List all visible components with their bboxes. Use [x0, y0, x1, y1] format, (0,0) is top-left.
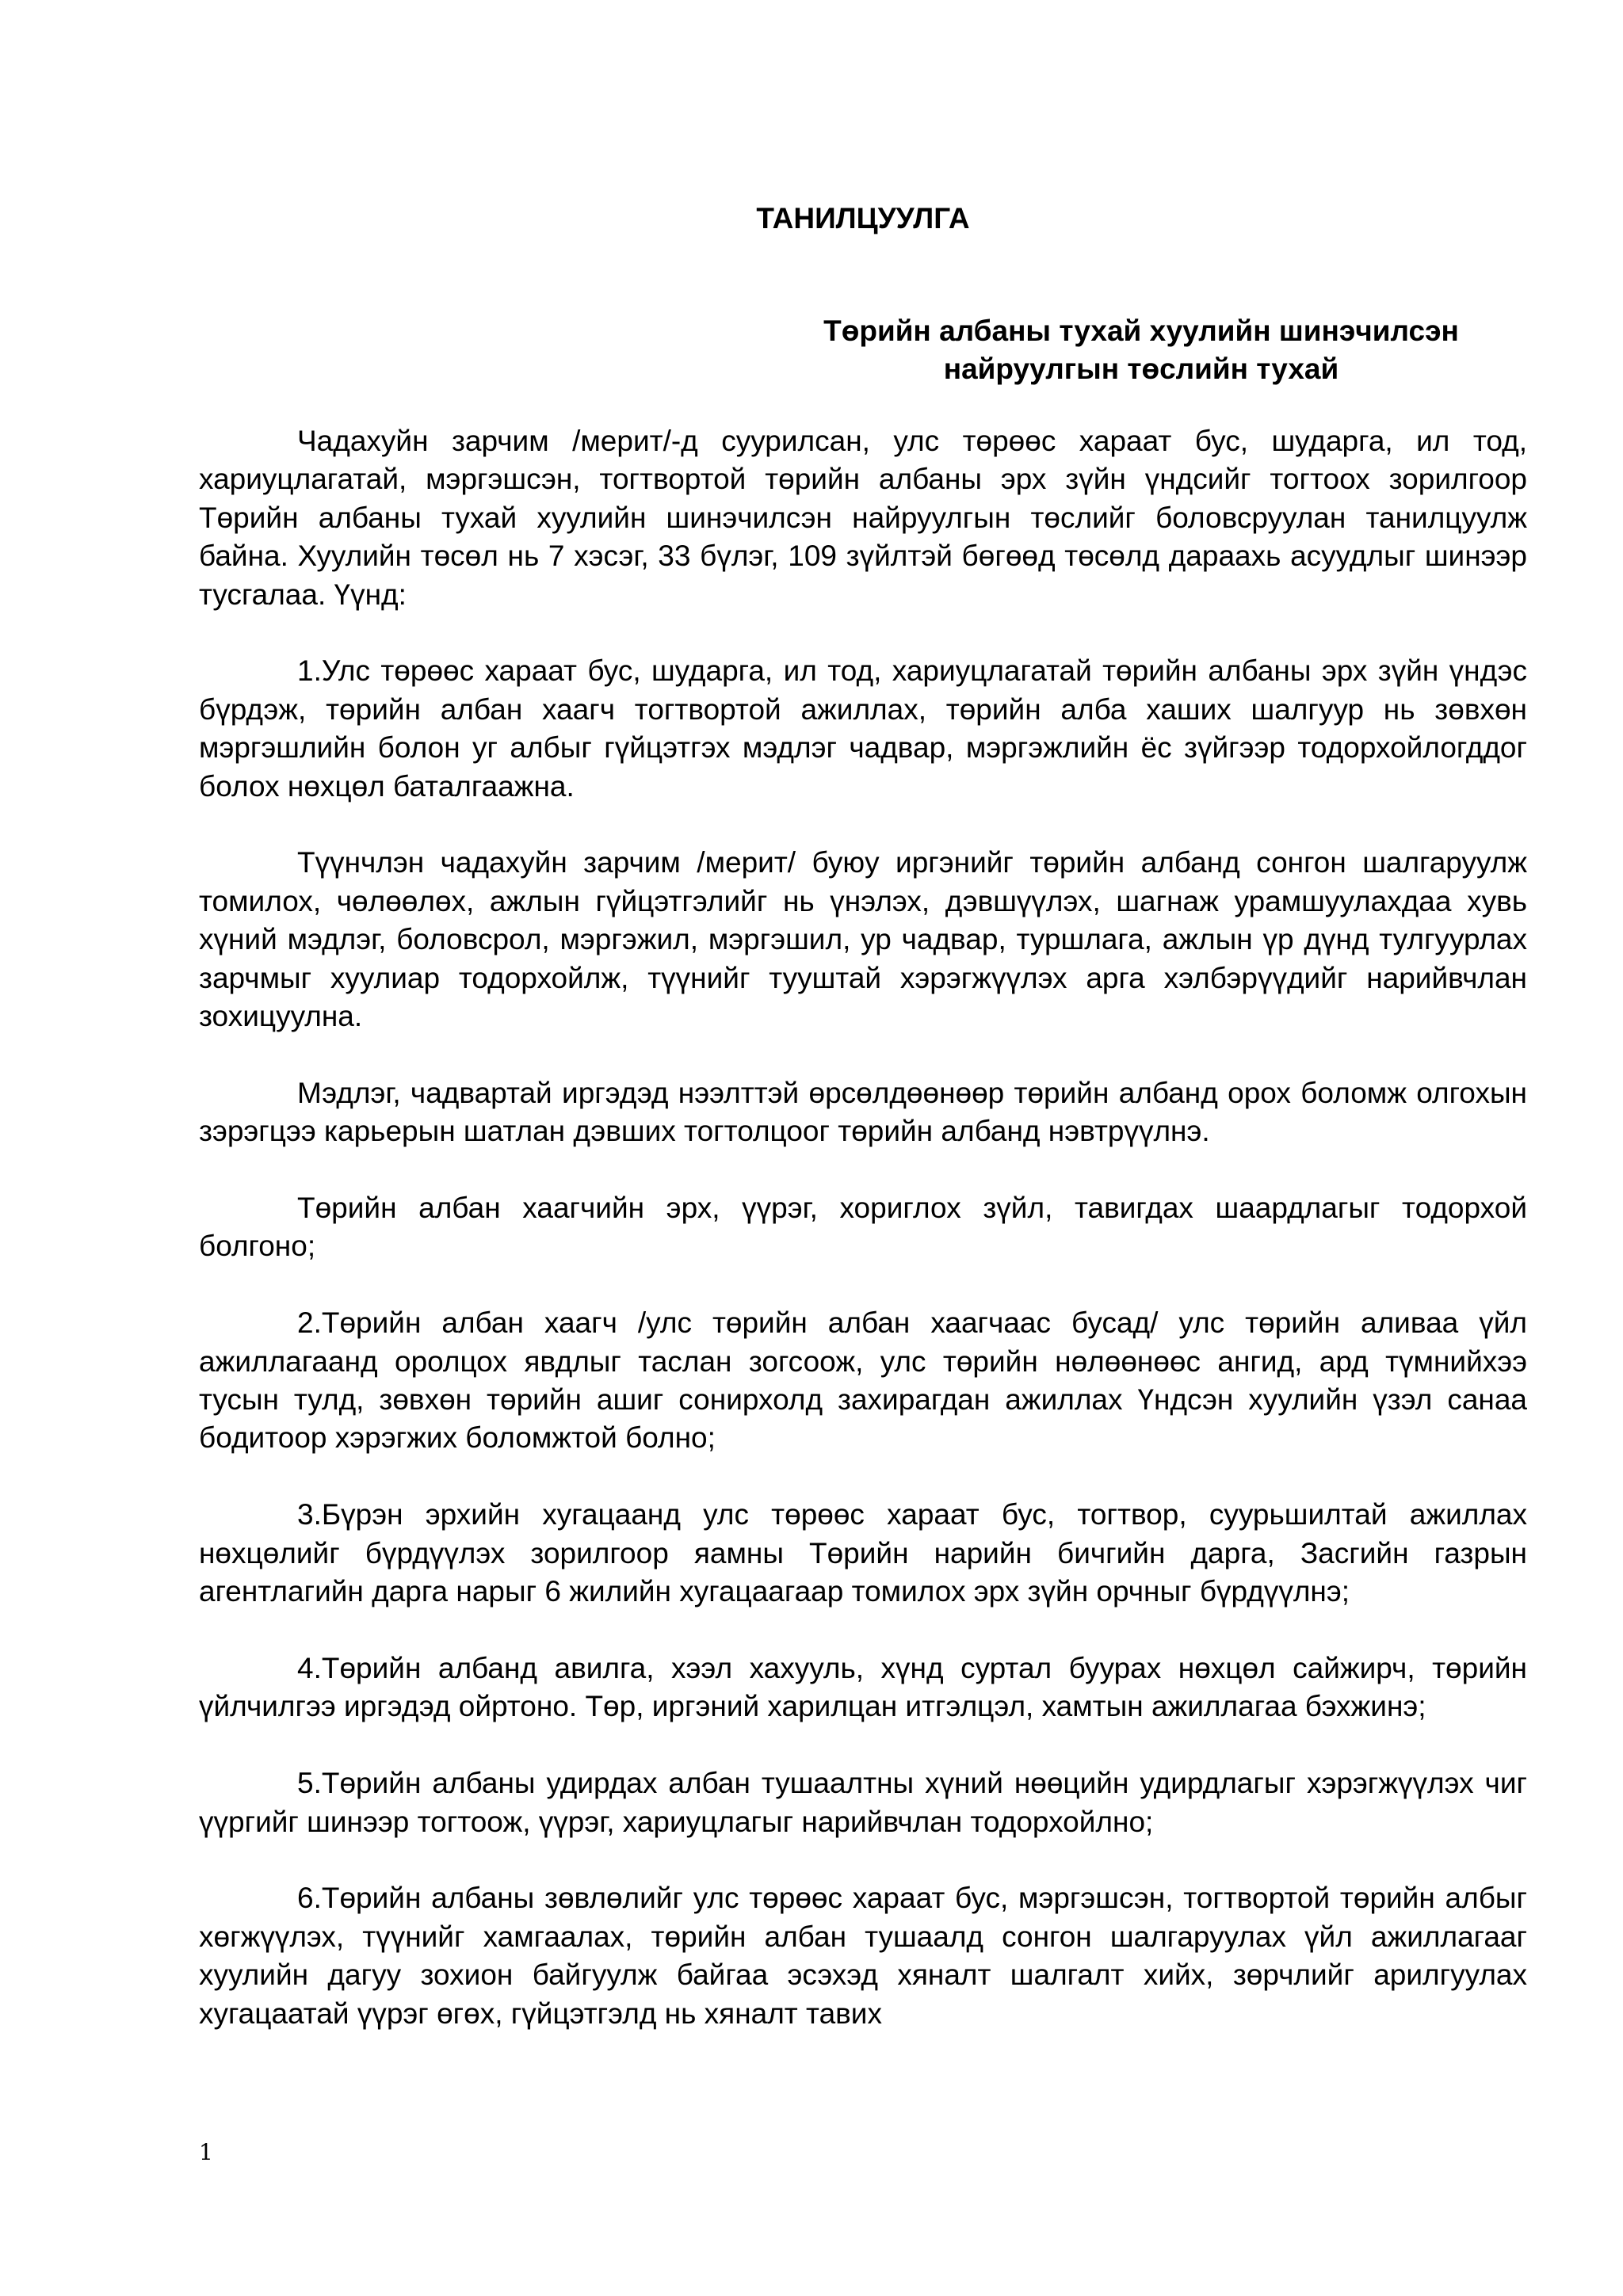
document-title: ТАНИЛЦУУЛГА	[756, 202, 970, 235]
paragraph-item-4: 4.Төрийн албанд авилга, хээл хахууль, хүнд суртал буурах нөхцөл сайжирч, төрийн үйлчилгээ иргэдэд ойртоно. Төр, иргэний харилцан итгэлцэл, хамтын ажиллагаа бэхжинэ;	[199, 1651, 1527, 1723]
subtitle-line: найруулгын төслийн тухай	[943, 353, 1339, 385]
paragraph-item-2: 2.Төрийн албан хаагч /улс төрийн албан хаагчаас бусад/ улс төрийн аливаа үйл ажиллагаанд оролцох явдлыг таслан зогсоож, улс төрийн нөлөөнөөс ангид, ард түмнийхээ тусын тулд, зөвхөн төрийн ашиг сонирхолд захирагдан ажиллах Үндсэн хуулийн үзэл санаа бодитоор хэрэгжих боломжтой болно;	[199, 1306, 1527, 1455]
paragraph-item-1: 1.Улс төрөөс хараат бус, шударга, ил тод, хариуцлагатай төрийн албаны эрх зүйн үндэс бүрдэж, төрийн албан хаагч тогтвортой ажиллах, төрийн алба хаших шалгуур нь зөвхөн мэргэшлийн болон уг албыг гүйцэтгэх мэдлэг чадвар, мэргэжлийн ёс зүйгээр тодорхойлогддог болох нөхцөл баталгаажна.	[199, 654, 1527, 803]
paragraph-merit: Түүнчлэн чадахуйн зарчим /мерит/ буюу иргэнийг төрийн албанд сонгон шалгаруулж томилох, чөлөөлөх, ажлын гүйцэтгэлийг нь үнэлэх, дэвшүүлэх, шагнаж урамшуулахдаа хувь хүний мэдлэг, боловсрол, мэргэжил, мэргэшил, ур чадвар, туршлага, ажлын үр дүнд тулгуурлах зарчмыг хуулиар тодорхойлж, түүнийг тууштай хэрэгжүүлэх арга хэлбэрүүдийг нарийвчлан зохицуулна.	[199, 846, 1527, 1033]
document-body	[199, 422, 1527, 2071]
paragraph-item-3: 3.Бүрэн эрхийн хугацаанд улс төрөөс хараат бус, тогтвор, суурьшилтай ажиллах нөхцөлийг бүрдүүлэх зорилгоор яамны Төрийн нарийн бичгийн дарга, Засгийн газрын агентлагийн дарга нарыг 6 жилийн хугацаагаар томилох эрх зүйн орчныг бүрдүүлнэ;	[199, 1498, 1527, 1608]
paragraph-item-6: 6.Төрийн албаны зөвлөлийг улс төрөөс хараат бус, мэргэшсэн, тогтвортой төрийн албыг хөгжүүлэх, түүнийг хамгаалах, төрийн албан тушаалд сонгон шалгаруулах үйл ажиллагааг хуулийн дагуу зохион байгуулж байгаа эсэхэд хяналт шалгалт хийх, зөрчлийг арилгуулах хугацаатай үүрэг өгөх, гүйцэтгэлд нь хяналт тавих	[199, 1882, 1527, 2030]
subtitle-line: Төрийн албаны тухай хуулийн шинэчилсэн	[823, 315, 1459, 347]
document-subtitle	[745, 312, 1537, 388]
paragraph-rights: Төрийн албан хаагчийн эрх, үүрэг, хориглох зүйл, тавигдах шаардлагыг тодорхой болгоно;	[199, 1192, 1527, 1263]
paragraph-intro: Чадахуйн зарчим /мерит/-д суурилсан, улс төрөөс хараат бус, шударга, ил тод, хариуцлагатай, мэргэшсэн, тогтвортой төрийн албаны эрх зүйн үндсийг тогтоох зорилгоор Төрийн албаны тухай хуулийн шинэчилсэн найруулгын төслийг боловсруулан танилцуулж байна. Хуулийн төсөл нь 7 хэсэг, 33 бүлэг, 109 зүйлтэй бөгөөд төсөлд дараахь асуудлыг шинээр тусгалаа. Үүнд:	[199, 425, 1527, 611]
paragraph-career: Мэдлэг, чадвартай иргэдэд нээлттэй өрсөлдөөнөөр төрийн албанд орох боломж олгохын зэрэгцээ карьерын шатлан дэвших тогтолцоог төрийн албанд нэвтрүүлнэ.	[199, 1076, 1527, 1148]
paragraph-item-5: 5.Төрийн албаны удирдах албан тушаалтны хүний нөөцийн удирдлагыг хэрэгжүүлэх чиг үүргийг шинээр тогтоож, үүрэг, хариуцлагыг нарийвчлан тодорхойлно;	[199, 1767, 1527, 1838]
page-number: 1	[199, 2139, 213, 2165]
